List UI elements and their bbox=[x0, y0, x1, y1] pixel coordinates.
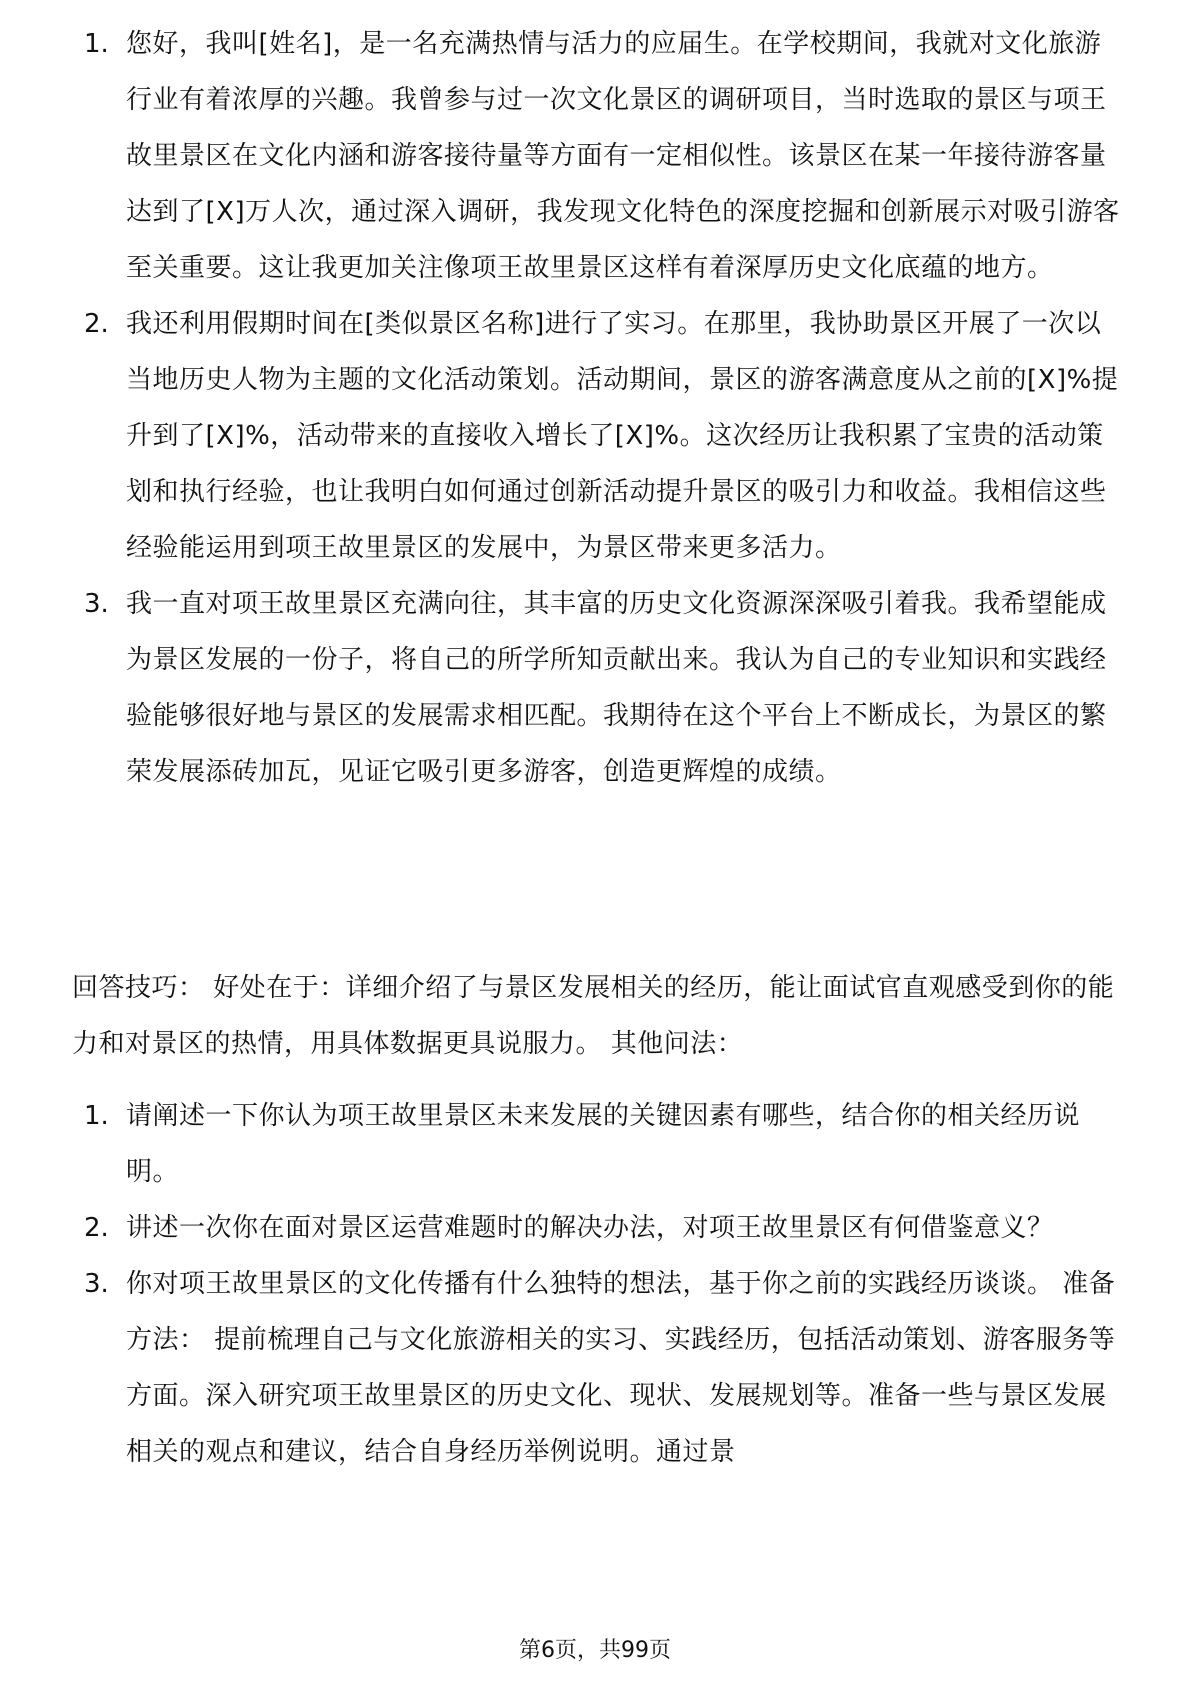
list-item-text: 请阐述一下你认为项王故里景区未来发展的关键因素有哪些，结合你的相关经历说明。 bbox=[126, 1101, 1081, 1187]
list-item-number: 2. bbox=[84, 1213, 109, 1243]
list-item-text: 您好，我叫[姓名]，是一名充满热情与活力的应届生。在学校期间，我就对文化旅游行业有着浓厚的兴趣。我曾参与过一次文化景区的调研项目，当时选取的景区与项王故里景区在文化内涵和游客接待量等方面有一定相似性。该景区在某一年接待游客量达到了[X]万人次，通过深入调研，我发现文化特色的深度挖掘和创新展示对吸引游客至关重要。这让我更加关注像项王故里景区这样有着深厚历史文化底蕴的地方。 bbox=[126, 29, 1120, 283]
list-item bbox=[0, 1256, 1190, 1480]
list-item bbox=[0, 296, 1190, 576]
list-item bbox=[0, 576, 1190, 800]
list-item-text: 讲述一次你在面对景区运营难题时的解决办法，对项王故里景区有何借鉴意义？ bbox=[126, 1213, 1054, 1243]
list-item-number: 3. bbox=[84, 1269, 109, 1299]
list-item bbox=[0, 1200, 1190, 1256]
page-number-footer: 第6页，共99页 bbox=[519, 1638, 671, 1663]
experience-list bbox=[0, 16, 1190, 800]
list-item bbox=[0, 1088, 1190, 1200]
alternative-questions-list bbox=[0, 1088, 1190, 1480]
list-item-text: 我一直对项王故里景区充满向往，其丰富的历史文化资源深深吸引着我。我希望能成为景区发展的一份子，将自己的所学所知贡献出来。我认为自己的专业知识和实践经验能够很好地与景区的发展需求相匹配。我期待在这个平台上不断成长，为景区的繁荣发展添砖加瓦，见证它吸引更多游客，创造更辉煌的成绩。 bbox=[126, 589, 1107, 787]
list-item-text: 我还利用假期时间在[类似景区名称]进行了实习。在那里，我协助景区开展了一次以当地历史人物为主题的文化活动策划。活动期间，景区的游客满意度从之前的[X]%提升到了[X]%，活动带来的直接收入增长了[X]%。这次经历让我积累了宝贵的活动策划和执行经验，也让我明白如何通过创新活动提升景区的吸引力和收益。我相信这些经验能运用到项王故里景区的发展中，为景区带来更多活力。 bbox=[126, 309, 1119, 563]
list-item-text: 你对项王故里景区的文化传播有什么独特的想法，基于你之前的实践经历谈谈。 准备方法： 提前梳理自己与文化旅游相关的实习、实践经历，包括活动策划、游客服务等方面。深入研究项王故里景区的历史文化、现状、发展规划等。准备一些与景区发展相关的观点和建议，结合自身经历举例说明。通过景 bbox=[126, 1269, 1116, 1467]
list-item-number: 2. bbox=[84, 309, 109, 339]
list-item-number: 1. bbox=[84, 1101, 109, 1131]
list-item-number: 3. bbox=[84, 589, 109, 619]
answer-tips-paragraph: 回答技巧： 好处在于：详细介绍了与景区发展相关的经历，能让面试官直观感受到你的能力和对景区的热情，用具体数据更具说服力。 其他问法： bbox=[72, 973, 1115, 1059]
list-item-number: 1. bbox=[84, 29, 109, 59]
list-item bbox=[0, 16, 1190, 296]
